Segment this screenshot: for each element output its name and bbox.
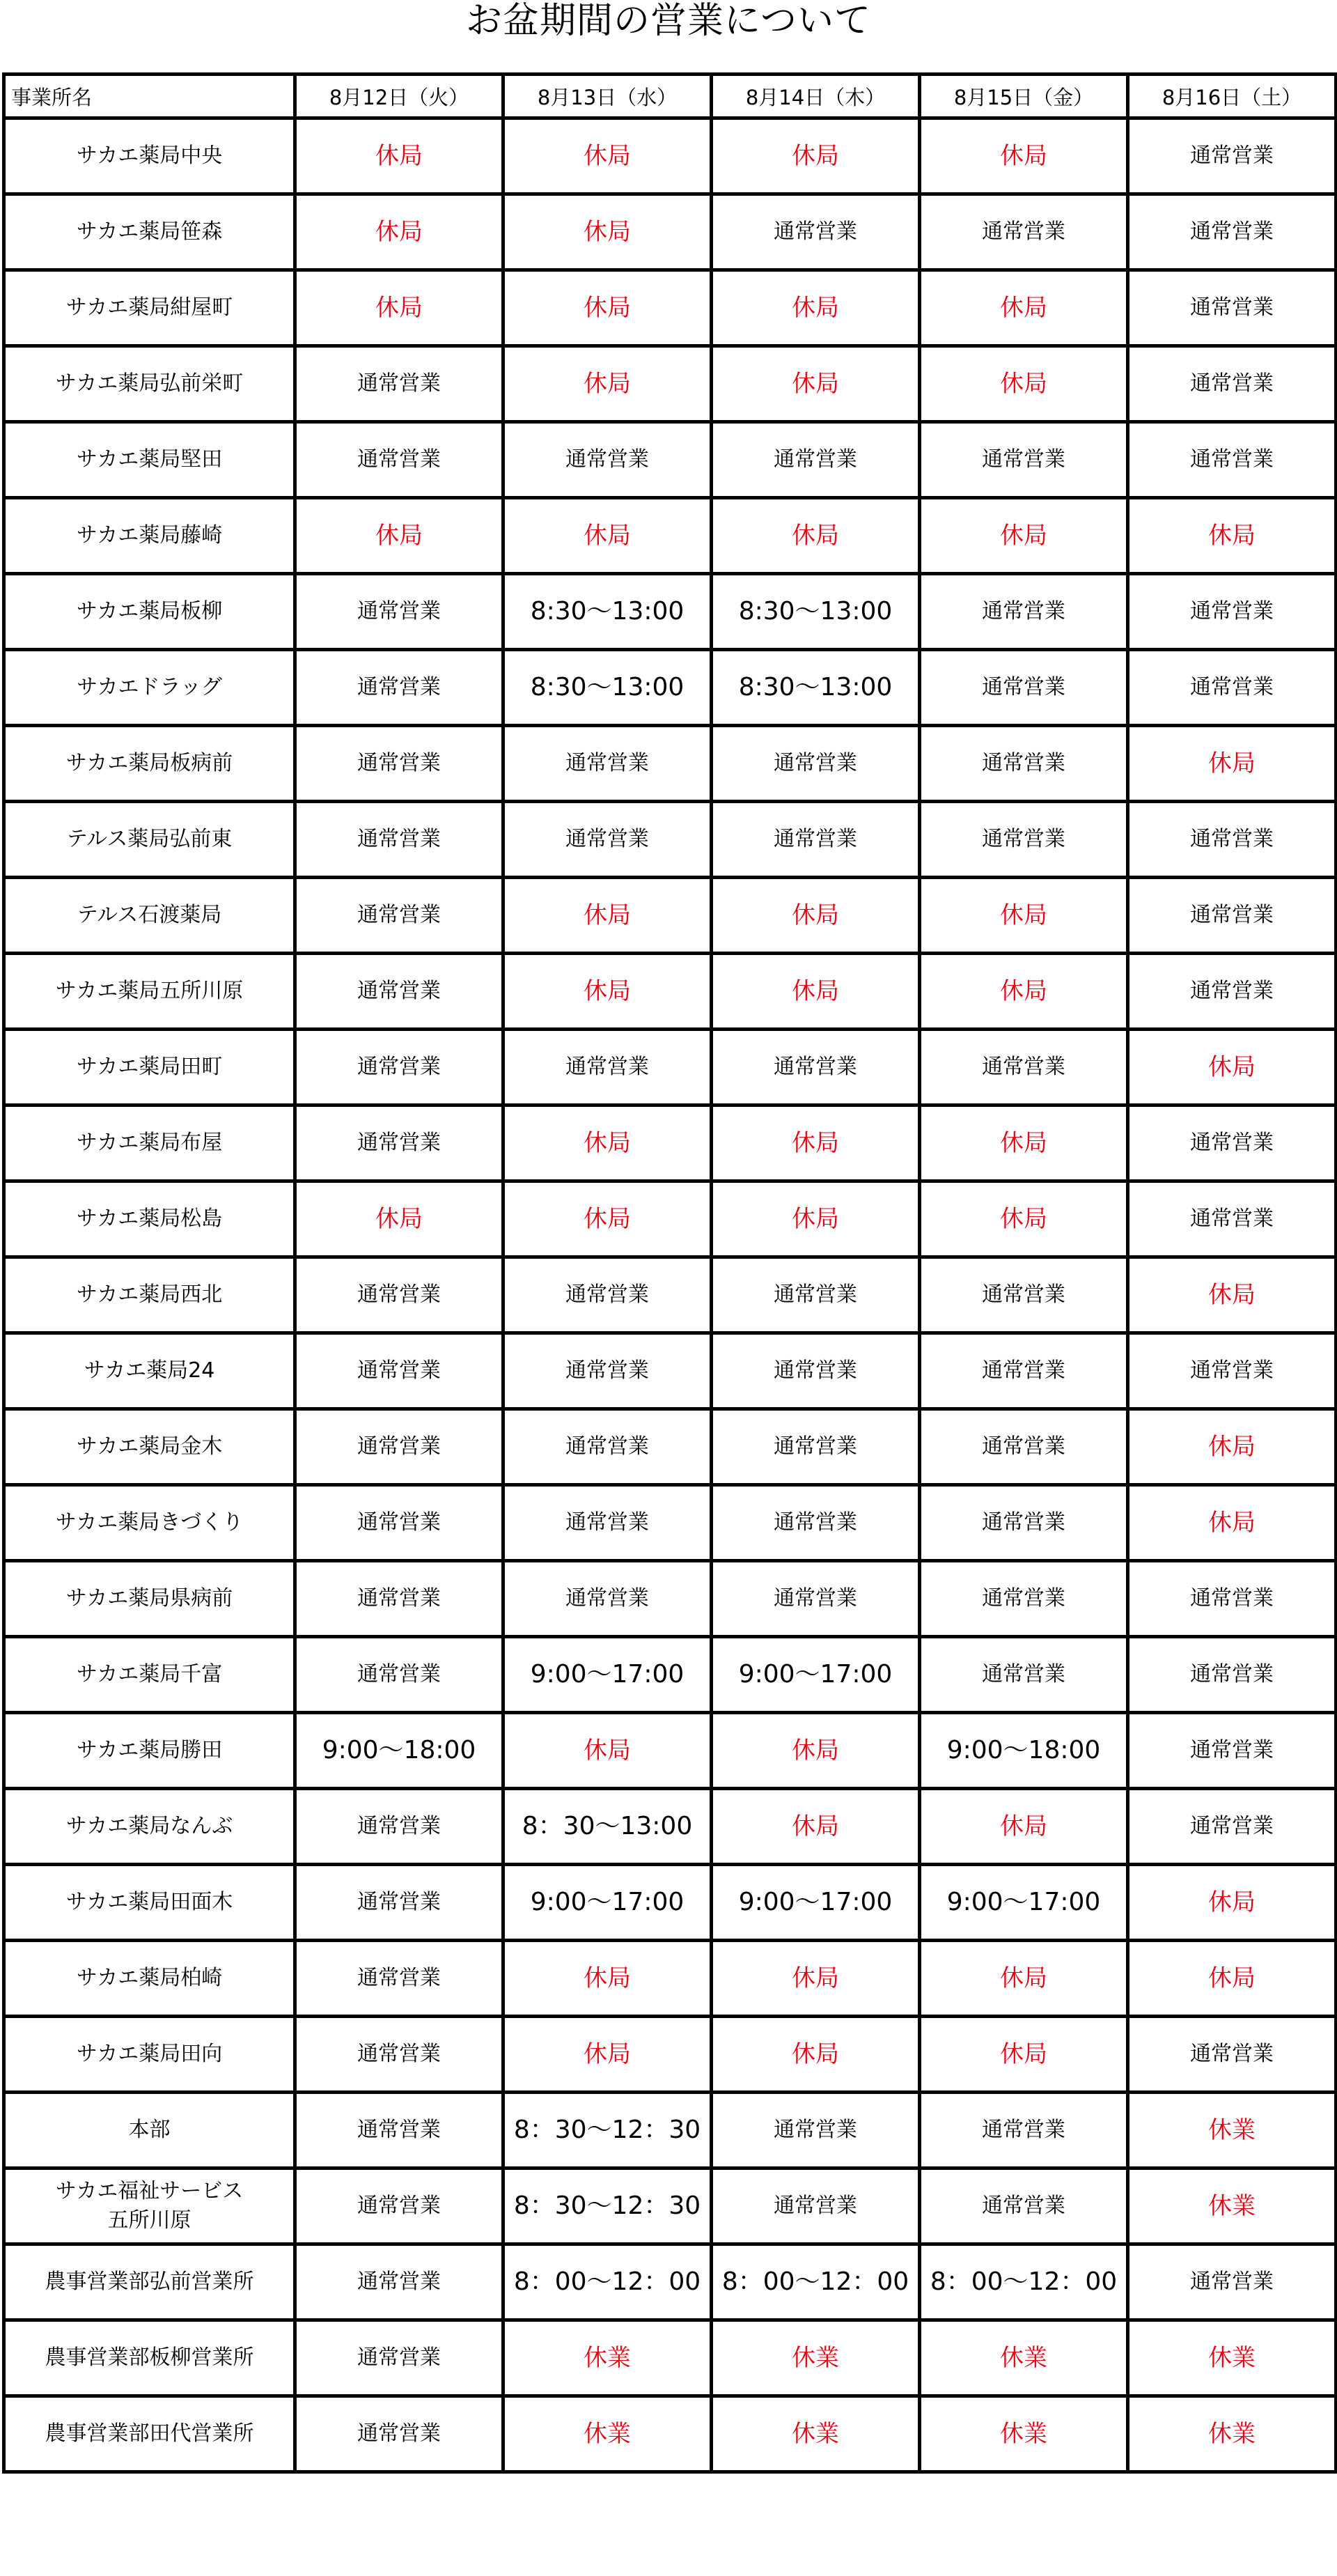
status-cell: 休局 [503, 346, 712, 422]
status-cell: 通常営業 [712, 2168, 920, 2244]
status-cell: 通常営業 [295, 2093, 503, 2168]
table-row [4, 498, 1336, 574]
status-cell: 8：00～12：00 [712, 2244, 920, 2320]
status-cell: 9:00～18:00 [920, 1713, 1128, 1789]
status-cell: 9:00～17:00 [712, 1865, 920, 1941]
office-name: サカエ薬局五所川原 [4, 954, 295, 1030]
table-row [4, 1941, 1336, 2017]
status-cell: 休局 [920, 118, 1128, 194]
status-cell: 通常営業 [295, 346, 503, 422]
status-cell: 通常営業 [295, 1257, 503, 1333]
status-cell: 通常営業 [295, 954, 503, 1030]
status-cell: 休局 [712, 118, 920, 194]
status-cell: 通常営業 [295, 1333, 503, 1409]
status-cell: 休局 [920, 270, 1128, 346]
status-cell: 休局 [503, 1105, 712, 1181]
status-cell: 通常営業 [295, 2017, 503, 2093]
status-cell: 通常営業 [503, 1485, 712, 1561]
table-row [4, 650, 1336, 726]
status-cell: 休局 [503, 194, 712, 270]
status-cell: 通常営業 [1128, 1105, 1336, 1181]
status-cell: 通常営業 [920, 1637, 1128, 1713]
table-row [4, 2017, 1336, 2093]
status-cell: 休業 [1128, 2396, 1336, 2472]
status-cell: 休局 [1128, 1865, 1336, 1941]
status-cell: 休業 [503, 2396, 712, 2472]
page-title: お盆期間の営業について [466, 0, 871, 42]
table-row [4, 1409, 1336, 1485]
status-cell: 休局 [712, 1789, 920, 1865]
status-cell: 通常営業 [503, 802, 712, 878]
status-cell: 通常営業 [712, 1333, 920, 1409]
status-cell: 通常営業 [295, 1561, 503, 1637]
status-cell: 休局 [920, 878, 1128, 954]
status-cell: 通常営業 [712, 194, 920, 270]
status-cell: 通常営業 [920, 1409, 1128, 1485]
table-row [4, 2396, 1336, 2472]
office-name: サカエ薬局田向 [4, 2017, 295, 2093]
status-cell: 休局 [1128, 1409, 1336, 1485]
status-cell: 通常営業 [295, 422, 503, 498]
table-row [4, 954, 1336, 1030]
status-cell: 通常営業 [712, 802, 920, 878]
status-cell: 休業 [712, 2396, 920, 2472]
table-row [4, 1561, 1336, 1637]
status-cell: 休局 [712, 954, 920, 1030]
status-cell: 休局 [1128, 1941, 1336, 2017]
status-cell: 8：30～13:00 [503, 1789, 712, 1865]
status-cell: 通常営業 [295, 2244, 503, 2320]
status-cell: 通常営業 [712, 726, 920, 802]
table-row [4, 1485, 1336, 1561]
status-cell: 休局 [920, 2017, 1128, 2093]
status-cell: 9:00～17:00 [712, 1637, 920, 1713]
office-name: 農事営業部弘前営業所 [4, 2244, 295, 2320]
table-row [4, 194, 1336, 270]
office-name: サカエ薬局なんぶ [4, 1789, 295, 1865]
status-cell: 休局 [1128, 726, 1336, 802]
office-name: サカエ薬局千富 [4, 1637, 295, 1713]
status-cell: 通常営業 [712, 1030, 920, 1105]
status-cell: 休局 [503, 2017, 712, 2093]
table-row [4, 1030, 1336, 1105]
status-cell: 8：00～12：00 [503, 2244, 712, 2320]
status-cell: 通常営業 [712, 1561, 920, 1637]
table-row [4, 1789, 1336, 1865]
status-cell: 通常営業 [295, 1485, 503, 1561]
status-cell: 通常営業 [1128, 1561, 1336, 1637]
status-cell: 通常営業 [920, 650, 1128, 726]
status-cell: 休業 [1128, 2320, 1336, 2396]
status-cell: 通常営業 [920, 194, 1128, 270]
status-cell: 通常営業 [712, 1409, 920, 1485]
status-cell: 通常営業 [920, 802, 1128, 878]
office-name: テルス薬局弘前東 [4, 802, 295, 878]
status-cell: 休局 [503, 954, 712, 1030]
status-cell: 休局 [503, 1713, 712, 1789]
business-schedule-table [2, 72, 1337, 2474]
header-row [4, 75, 1336, 118]
status-cell: 通常営業 [712, 422, 920, 498]
table-row [4, 1333, 1336, 1409]
office-name: サカエ薬局松島 [4, 1181, 295, 1257]
status-cell: 通常営業 [920, 574, 1128, 650]
table-row [4, 802, 1336, 878]
status-cell: 通常営業 [1128, 422, 1336, 498]
status-cell: 休業 [1128, 2093, 1336, 2168]
status-cell: 8:30～13:00 [712, 650, 920, 726]
table-row [4, 1713, 1336, 1789]
office-name: サカエ薬局布屋 [4, 1105, 295, 1181]
column-header-date: 8月12日（火） [295, 75, 503, 118]
table-row [4, 422, 1336, 498]
status-cell: 休局 [712, 2017, 920, 2093]
status-cell: 通常営業 [295, 1105, 503, 1181]
status-cell: 8:30～13:00 [503, 574, 712, 650]
office-name: サカエ薬局笹森 [4, 194, 295, 270]
office-name: 農事営業部田代営業所 [4, 2396, 295, 2472]
status-cell: 通常営業 [920, 1257, 1128, 1333]
status-cell: 通常営業 [1128, 1637, 1336, 1713]
status-cell: 休局 [920, 1789, 1128, 1865]
status-cell: 休業 [920, 2320, 1128, 2396]
status-cell: 休局 [712, 270, 920, 346]
office-name: サカエ福祉サービス 五所川原 [4, 2168, 295, 2244]
status-cell: 8:30～13:00 [712, 574, 920, 650]
status-cell: 9:00～17:00 [503, 1865, 712, 1941]
status-cell: 通常営業 [920, 422, 1128, 498]
status-cell: 休業 [712, 2320, 920, 2396]
table-row [4, 574, 1336, 650]
status-cell: 通常営業 [712, 2093, 920, 2168]
status-cell: 休局 [920, 1941, 1128, 2017]
office-name: 農事営業部板柳営業所 [4, 2320, 295, 2396]
status-cell: 通常営業 [1128, 1713, 1336, 1789]
office-name: サカエ薬局きづくり [4, 1485, 295, 1561]
status-cell: 休局 [1128, 1030, 1336, 1105]
status-cell: 8：00～12：00 [920, 2244, 1128, 2320]
status-cell: 休局 [712, 1941, 920, 2017]
status-cell: 休局 [295, 118, 503, 194]
status-cell: 通常営業 [295, 726, 503, 802]
status-cell: 通常営業 [1128, 878, 1336, 954]
status-cell: 休業 [1128, 2168, 1336, 2244]
status-cell: 通常営業 [920, 726, 1128, 802]
status-cell: 通常営業 [920, 1561, 1128, 1637]
status-cell: 休局 [1128, 1485, 1336, 1561]
office-name: サカエ薬局藤崎 [4, 498, 295, 574]
office-name: サカエ薬局県病前 [4, 1561, 295, 1637]
status-cell: 9:00～17:00 [920, 1865, 1128, 1941]
office-name: サカエドラッグ [4, 650, 295, 726]
status-cell: 通常営業 [503, 1333, 712, 1409]
table-row [4, 270, 1336, 346]
office-name: サカエ薬局勝田 [4, 1713, 295, 1789]
table-row [4, 1181, 1336, 1257]
office-name: サカエ薬局紺屋町 [4, 270, 295, 346]
status-cell: 通常営業 [1128, 2017, 1336, 2093]
column-header-date: 8月16日（土） [1128, 75, 1336, 118]
status-cell: 休局 [920, 346, 1128, 422]
office-name: サカエ薬局金木 [4, 1409, 295, 1485]
status-cell: 休局 [712, 346, 920, 422]
office-name: サカエ薬局板柳 [4, 574, 295, 650]
status-cell: 通常営業 [712, 1485, 920, 1561]
status-cell: 通常営業 [712, 1257, 920, 1333]
status-cell: 通常営業 [295, 1409, 503, 1485]
status-cell: 休局 [503, 118, 712, 194]
table-row [4, 118, 1336, 194]
status-cell: 通常営業 [1128, 194, 1336, 270]
status-cell: 通常営業 [503, 422, 712, 498]
office-name: サカエ薬局田面木 [4, 1865, 295, 1941]
status-cell: 通常営業 [295, 1030, 503, 1105]
status-cell: 通常営業 [295, 1637, 503, 1713]
table-row [4, 726, 1336, 802]
table-row [4, 2244, 1336, 2320]
status-cell: 通常営業 [503, 1257, 712, 1333]
table-body [4, 118, 1336, 2472]
office-name: サカエ薬局田町 [4, 1030, 295, 1105]
status-cell: 通常営業 [1128, 270, 1336, 346]
status-cell: 通常営業 [920, 2168, 1128, 2244]
status-cell: 通常営業 [1128, 650, 1336, 726]
status-cell: 休局 [920, 954, 1128, 1030]
column-header-office: 事業所名 [4, 75, 295, 118]
status-cell: 通常営業 [1128, 954, 1336, 1030]
status-cell: 9:00～17:00 [503, 1637, 712, 1713]
status-cell: 休業 [920, 2396, 1128, 2472]
status-cell: 通常営業 [1128, 574, 1336, 650]
table-row [4, 1105, 1336, 1181]
table-row [4, 1637, 1336, 1713]
status-cell: 休局 [920, 1181, 1128, 1257]
status-cell: 休局 [295, 194, 503, 270]
table-row [4, 346, 1336, 422]
status-cell: 通常営業 [1128, 1333, 1336, 1409]
status-cell: 通常営業 [920, 1485, 1128, 1561]
status-cell: 休局 [503, 878, 712, 954]
office-name: サカエ薬局堅田 [4, 422, 295, 498]
status-cell: 休局 [1128, 498, 1336, 574]
table-header [4, 75, 1336, 118]
status-cell: 休局 [712, 1181, 920, 1257]
status-cell: 通常営業 [503, 1561, 712, 1637]
office-name: サカエ薬局中央 [4, 118, 295, 194]
table-row [4, 2093, 1336, 2168]
status-cell: 9:00～18:00 [295, 1713, 503, 1789]
status-cell: 通常営業 [295, 1941, 503, 2017]
office-name: テルス石渡薬局 [4, 878, 295, 954]
table-row [4, 1865, 1336, 1941]
office-name: サカエ薬局24 [4, 1333, 295, 1409]
status-cell: 休局 [920, 1105, 1128, 1181]
status-cell: 休局 [712, 878, 920, 954]
status-cell: 休業 [503, 2320, 712, 2396]
status-cell: 通常営業 [295, 1789, 503, 1865]
status-cell: 休局 [1128, 1257, 1336, 1333]
status-cell: 通常営業 [295, 2320, 503, 2396]
office-name: サカエ薬局板病前 [4, 726, 295, 802]
status-cell: 通常営業 [920, 1030, 1128, 1105]
status-cell: 通常営業 [295, 2396, 503, 2472]
column-header-date: 8月14日（木） [712, 75, 920, 118]
status-cell: 通常営業 [503, 1030, 712, 1105]
status-cell: 通常営業 [920, 1333, 1128, 1409]
status-cell: 8:30～13:00 [503, 650, 712, 726]
status-cell: 通常営業 [295, 1865, 503, 1941]
status-cell: 休局 [503, 498, 712, 574]
office-name: サカエ薬局弘前栄町 [4, 346, 295, 422]
status-cell: 通常営業 [1128, 346, 1336, 422]
status-cell: 休局 [503, 1941, 712, 2017]
status-cell: 休局 [503, 270, 712, 346]
status-cell: 8：30～12：30 [503, 2168, 712, 2244]
status-cell: 通常営業 [295, 2168, 503, 2244]
table-row [4, 1257, 1336, 1333]
status-cell: 休局 [295, 1181, 503, 1257]
status-cell: 休局 [920, 498, 1128, 574]
table-row [4, 2320, 1336, 2396]
status-cell: 通常営業 [1128, 118, 1336, 194]
office-name: サカエ薬局西北 [4, 1257, 295, 1333]
status-cell: 休局 [712, 1105, 920, 1181]
status-cell: 通常営業 [295, 574, 503, 650]
status-cell: 通常営業 [1128, 1181, 1336, 1257]
status-cell: 8：30～12：30 [503, 2093, 712, 2168]
status-cell: 休局 [712, 1713, 920, 1789]
table-row [4, 2168, 1336, 2244]
status-cell: 通常営業 [295, 650, 503, 726]
status-cell: 通常営業 [1128, 802, 1336, 878]
status-cell: 休局 [712, 498, 920, 574]
status-cell: 通常営業 [503, 1409, 712, 1485]
office-name: サカエ薬局柏崎 [4, 1941, 295, 2017]
column-header-date: 8月15日（金） [920, 75, 1128, 118]
status-cell: 通常営業 [1128, 2244, 1336, 2320]
status-cell: 休局 [295, 498, 503, 574]
status-cell: 通常営業 [503, 726, 712, 802]
status-cell: 休局 [503, 1181, 712, 1257]
status-cell: 休局 [295, 270, 503, 346]
column-header-date: 8月13日（水） [503, 75, 712, 118]
status-cell: 通常営業 [1128, 1789, 1336, 1865]
status-cell: 通常営業 [295, 802, 503, 878]
status-cell: 通常営業 [295, 878, 503, 954]
office-name: 本部 [4, 2093, 295, 2168]
status-cell: 通常営業 [920, 2093, 1128, 2168]
table-row [4, 878, 1336, 954]
